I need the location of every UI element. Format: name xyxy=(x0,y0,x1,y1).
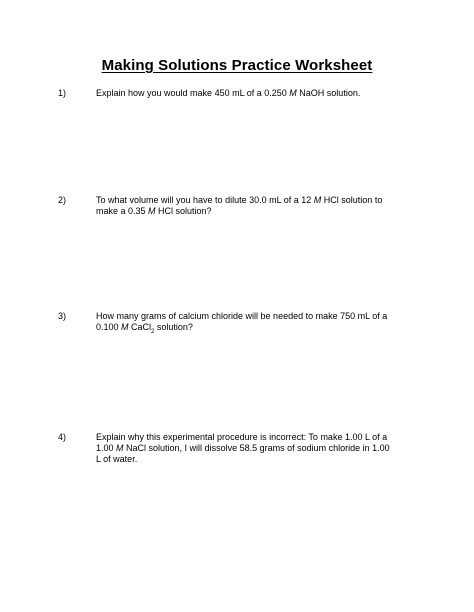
question-number: 3) xyxy=(58,311,67,321)
italic-text: M xyxy=(289,88,297,98)
italic-text: M xyxy=(148,206,156,216)
text-run: HCl solution? xyxy=(155,206,212,216)
question-line xyxy=(96,322,416,333)
question-line xyxy=(96,88,416,99)
text-run: CaCl xyxy=(128,322,152,332)
question-line xyxy=(96,311,416,322)
question-line xyxy=(96,206,416,217)
question-line xyxy=(96,443,416,454)
question-line xyxy=(96,432,416,443)
question-number: 1) xyxy=(58,88,67,98)
question-number: 2) xyxy=(58,195,67,205)
subscript-text: 2 xyxy=(151,328,155,335)
text-run: Explain how you would make 450 mL of a 0.250 xyxy=(96,88,290,98)
question-number: 4) xyxy=(58,432,67,442)
worksheet-title: Making Solutions Practice Worksheet xyxy=(101,57,373,74)
italic-text: M xyxy=(121,322,129,332)
text-run: To what volume will you have to dilute 30.0 mL of a 12 xyxy=(96,195,314,205)
question-text xyxy=(96,88,416,99)
question-text xyxy=(96,311,416,333)
italic-text: M xyxy=(116,443,124,453)
text-run: 1.00 xyxy=(96,443,117,453)
text-run: NaCl solution, I will dissolve 58.5 grams of sodium chloride in 1.00 xyxy=(123,443,390,453)
text-run: make a 0.35 xyxy=(96,206,149,216)
italic-text: M xyxy=(313,195,322,205)
question-text xyxy=(96,195,416,217)
text-run: L of water. xyxy=(96,454,138,464)
question-line xyxy=(96,195,416,206)
text-run: NaOH solution. xyxy=(296,88,361,98)
question-text xyxy=(96,432,416,465)
text-run: 0.100 xyxy=(96,322,122,332)
text-run: How many grams of calcium chloride will be needed to make 750 mL of a xyxy=(96,311,388,321)
question-line xyxy=(96,454,416,465)
text-run: solution? xyxy=(154,322,193,332)
text-run: Explain why this experimental procedure is incorrect: To make 1.00 L of a xyxy=(96,432,388,442)
text-run: HCl solution to xyxy=(321,195,383,205)
